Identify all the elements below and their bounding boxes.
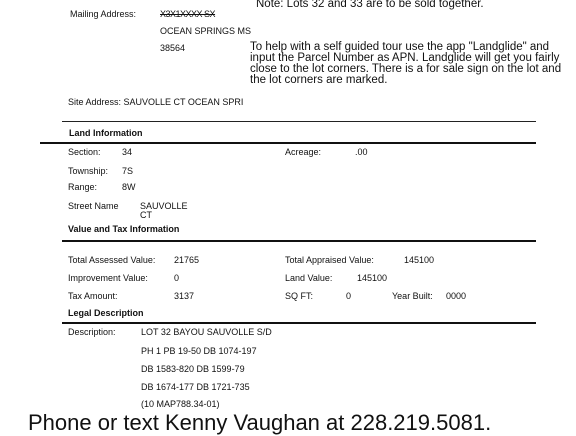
divider (62, 322, 536, 324)
range-value: 8W (122, 182, 136, 192)
acreage-value: .00 (355, 147, 368, 157)
street-name-line1: SAUVOLLE (140, 201, 188, 211)
township-label: Township: (68, 166, 109, 176)
note-lots-together: Note: Lots 32 and 33 are to be sold together. (256, 0, 484, 10)
year-built-label: Year Built: (392, 291, 433, 301)
site-address: Site Address: SAUVOLLE CT OCEAN SPRI (68, 97, 244, 107)
contact-phone-line: Phone or text Kenny Vaughan at 228.219.5081. (28, 410, 492, 435)
legal-line: LOT 32 BAYOU SAUVOLLE S/D (141, 327, 272, 337)
sqft-value: 0 (346, 291, 352, 301)
legal-heading: Legal Description (68, 308, 144, 318)
land-info-heading: Land Information (69, 128, 143, 138)
township-value: 7S (122, 166, 134, 176)
section-label: Section: (68, 147, 101, 157)
appraised-label: Total Appraised Value: (285, 255, 374, 265)
mailing-address-city: OCEAN SPRINGS MS (160, 26, 252, 36)
improvement-label: Improvement Value: (68, 273, 148, 283)
legal-line: DB 1583-820 DB 1599-79 (141, 364, 245, 374)
tax-amount-label: Tax Amount: (68, 291, 118, 301)
range-label: Range: (68, 182, 98, 192)
value-tax-heading: Value and Tax Information (68, 224, 180, 234)
mailing-address-zip: 38564 (160, 43, 186, 53)
improvement-value: 0 (174, 273, 180, 283)
divider (40, 142, 536, 144)
tax-amount-value: 3137 (174, 291, 195, 301)
sqft-label: SQ FT: (285, 291, 314, 301)
legal-line: (10 MAP788.34-01) (141, 399, 220, 409)
section-value: 34 (122, 147, 133, 157)
land-value-label: Land Value: (285, 273, 333, 283)
divider (62, 240, 536, 242)
legal-line: DB 1674-177 DB 1721-735 (141, 382, 250, 392)
mailing-address-label: Mailing Address: (70, 9, 137, 19)
divider (62, 121, 536, 122)
year-built-value: 0000 (446, 291, 467, 301)
assessed-label: Total Assessed Value: (68, 255, 156, 265)
note-landglide: To help with a self guided tour use the app "Landglide" and input the Parcel Number as APN. Landglide will get you fairly close to the lot corners. There is a for sale sign on the lot and the lot corners are marked. (250, 41, 562, 86)
street-name-line2: CT (140, 210, 152, 220)
description-label: Description: (68, 327, 116, 337)
mailing-address-line1: X3X1XXXX SX (160, 9, 216, 19)
appraised-value: 145100 (404, 255, 435, 265)
acreage-label: Acreage: (285, 147, 322, 157)
land-value: 145100 (357, 273, 388, 283)
street-name-label: Street Name (68, 201, 119, 211)
legal-line: PH 1 PB 19-50 DB 1074-197 (141, 346, 257, 356)
assessed-value: 21765 (174, 255, 200, 265)
